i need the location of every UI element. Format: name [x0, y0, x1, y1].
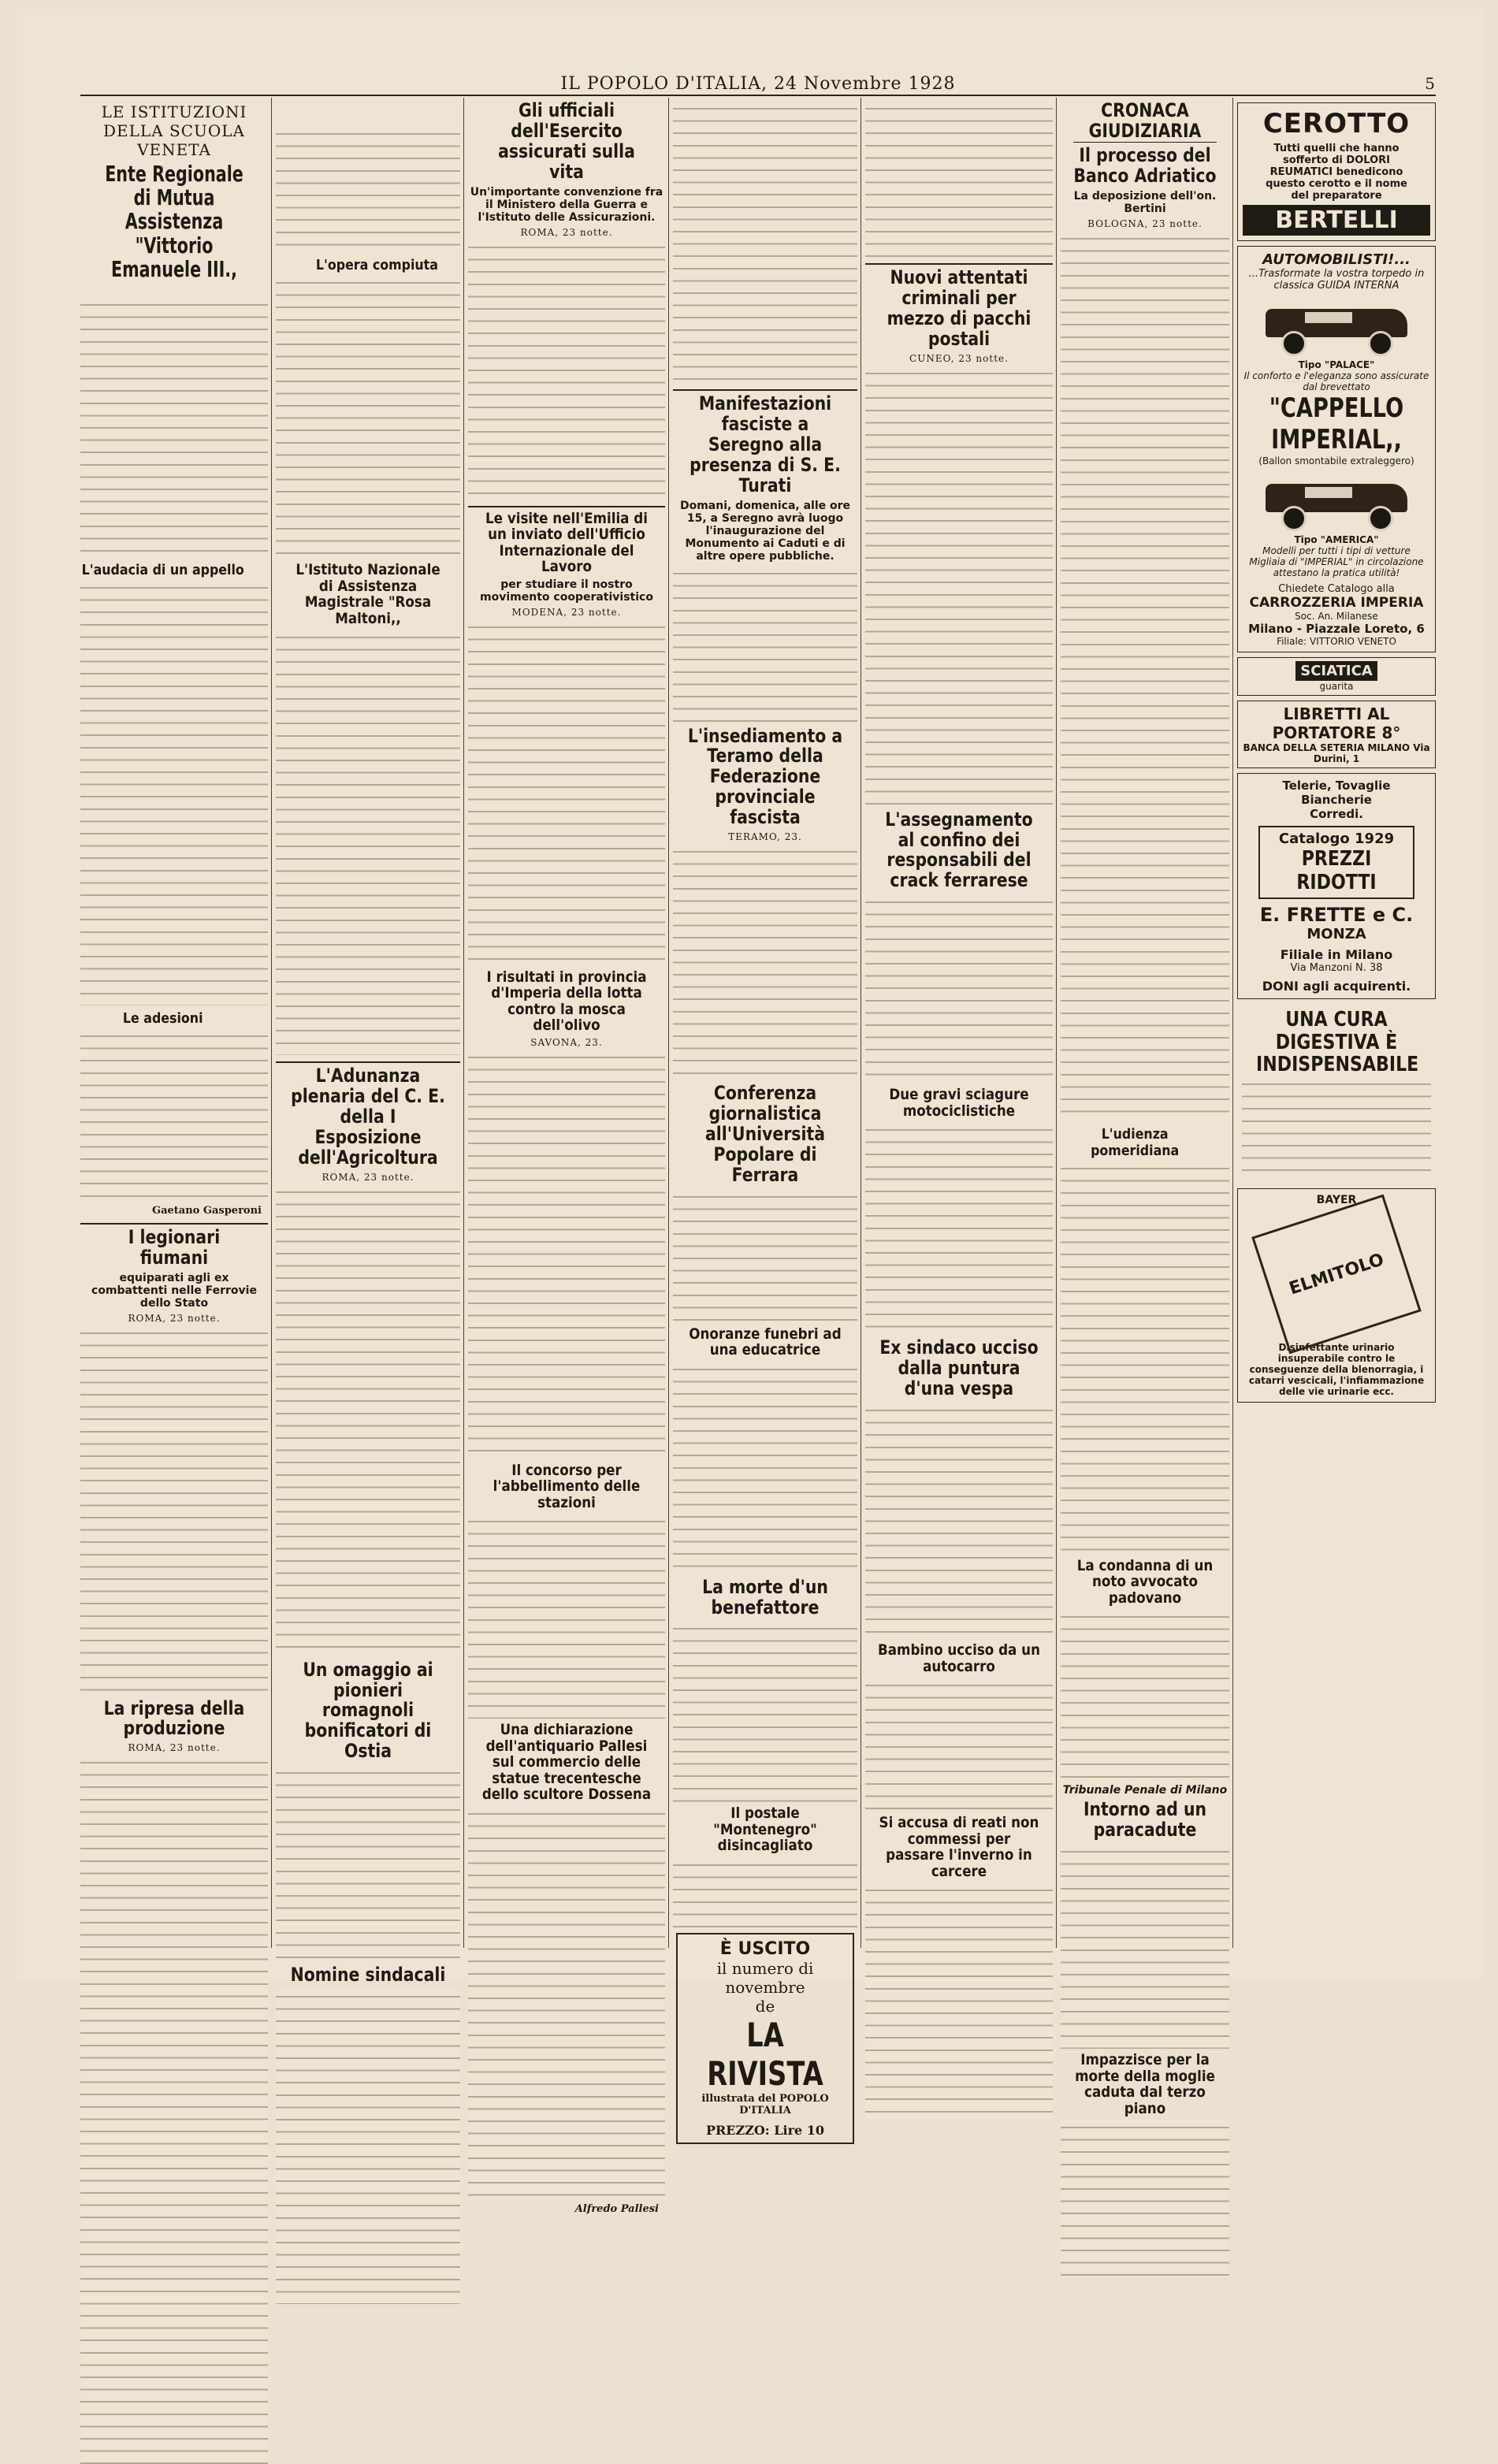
sciatica-text: guarita — [1319, 681, 1354, 692]
auto-line: ...Trasformate la vostra torpedo in classica GUIDA INTERNA — [1248, 268, 1425, 292]
subheadline: La deposizione dell'on. Bertini — [1073, 189, 1217, 215]
frette-city: MONZA — [1307, 926, 1366, 942]
headline: Un omaggio ai pionieri romagnoli bonificatori di Ostia — [303, 1658, 433, 1763]
auto-filiale: Filiale: VITTORIO VENETO — [1277, 636, 1396, 647]
elmitolo-ad — [1237, 1188, 1436, 1403]
rivista-line1: È USCITO — [719, 1938, 811, 1959]
divider — [468, 506, 665, 507]
frette-prezzi: PREZZI RIDOTTI — [1296, 847, 1377, 894]
text-block — [468, 1514, 665, 1719]
libretti-text: BANCA DELLA SETERIA MILANO Via Durini, 1 — [1243, 742, 1430, 764]
column-3 — [468, 98, 665, 2215]
auto-slogan: Il conforto e l'eleganza sono assicurate dal brevettato — [1243, 370, 1429, 392]
subheadline: Tribunale Penale di Milano — [1062, 1784, 1228, 1797]
text-block — [865, 1882, 1053, 2119]
column-rule — [1056, 98, 1057, 1948]
headline: Onoranze funebri ad una educatrice — [689, 1325, 842, 1359]
text-block — [1061, 1161, 1229, 1555]
text-block — [673, 1189, 857, 1323]
column-1 — [80, 98, 268, 1948]
car-illustration — [1258, 473, 1415, 528]
frette-ad — [1237, 773, 1436, 999]
dateline: CUNEO, 23 notte. — [909, 352, 1009, 364]
libretti-ad — [1237, 701, 1436, 768]
divider — [80, 1223, 268, 1225]
auto-brand: "CAPPELLO IMPERIAL,, — [1269, 392, 1404, 455]
text-block — [865, 101, 1053, 258]
divider — [276, 1061, 460, 1063]
headline: Ente Regionale di Mutua Assistenza "Vittorio Emanuele III., — [105, 161, 243, 282]
auto-tipo1: Tipo "PALACE" — [1298, 359, 1375, 370]
section-title: LE ISTITUZIONI DELLA SCUOLA VENETA — [101, 102, 247, 159]
text-block — [865, 366, 1053, 807]
text-block — [865, 1678, 1053, 1812]
elmitolo-text: Disinfettante urinario insuperabile contro le conseguenze della blenorragia, i catarri vescicali, l'infiammazione delle vie urinarie ecc. — [1248, 1341, 1425, 1397]
text-block — [1242, 1076, 1431, 1179]
libretti-title: LIBRETTI AL PORTATORE 8° — [1272, 704, 1401, 742]
headline: Il concorso per l'abbellimento delle stazioni — [493, 1461, 641, 1511]
cerotto-brand: BERTELLI — [1243, 205, 1430, 236]
newspaper-page — [17, 9, 1484, 2215]
rivista-line2: il numero di novembre — [716, 1958, 814, 1997]
cura-ad — [1237, 1004, 1436, 1184]
subheadline: Domani, domenica, alle ore 15, a Seregno avrà luogo l'inaugurazione del Monumento ai Caduti e di altre opere pubbliche. — [679, 499, 851, 563]
rivista-title: LA RIVISTA — [707, 2015, 823, 2093]
headline: Nuovi attentati criminali per mezzo di pacchi postali — [887, 266, 1032, 350]
sciatica-ad — [1237, 657, 1436, 696]
divider — [865, 263, 1053, 265]
subheading: L'udienza pomeridiana — [1091, 1125, 1180, 1159]
page-number: 5 — [1425, 74, 1436, 93]
headline: La ripresa della produzione — [103, 1697, 245, 1740]
section-title: CRONACA GIUDIZIARIA — [1073, 101, 1217, 143]
dateline: ROMA, 23 notte. — [128, 1742, 221, 1754]
sciatica-title: SCIATICA — [1295, 661, 1377, 681]
auto-cat: Chiedete Catalogo alla — [1278, 583, 1395, 595]
column-4 — [673, 98, 857, 2138]
text-block — [865, 1122, 1053, 1335]
column-rule — [271, 98, 272, 1948]
headline: Manifestazioni fasciste a Seregno alla presenza di S. E. Turati — [690, 392, 841, 496]
text-block — [468, 240, 665, 500]
text-block — [673, 1621, 857, 1802]
text-block — [865, 894, 1053, 1083]
auto-company: CARROZZERIA IMPERIA — [1249, 595, 1424, 611]
subheadline: Un'importante convenzione fra il Ministero della Guerra e l'Istituto delle Assicurazioni. — [470, 185, 664, 224]
headline: L'assegnamento al confino dei responsabili del crack ferrarese — [885, 808, 1033, 892]
subheadline: per studiare il nostro movimento cooperativistico — [480, 578, 653, 604]
column-rule — [1232, 98, 1233, 1948]
dateline: TERAMO, 23. — [728, 831, 802, 843]
text-block — [276, 630, 460, 1055]
car-illustration — [1258, 298, 1415, 353]
headline: La condanna di un noto avvocato padovano — [1076, 1556, 1214, 1607]
text-block — [1061, 1844, 1229, 2049]
column-6 — [1061, 98, 1229, 2117]
auto-company2: Soc. An. Milanese — [1295, 611, 1378, 622]
headline: L'insediamento a Teramo della Federazione provinciale fascista — [687, 724, 843, 829]
frette-via: Via Manzoni N. 38 — [1290, 962, 1383, 974]
text-block — [673, 1362, 857, 1574]
dateline: ROMA, 23 notte. — [520, 226, 613, 238]
signature: Alfredo Pallesi — [574, 2202, 659, 2215]
headline: Ex sindaco ucciso dalla puntura d'una vespa — [879, 1336, 1039, 1400]
headline: Due gravi sciagure motociclistiche — [889, 1086, 1029, 1120]
text-block — [865, 1403, 1053, 1639]
column-2 — [276, 98, 460, 1986]
text-block — [80, 1325, 268, 1696]
cerotto-ad — [1237, 102, 1436, 241]
subheading: L'audacia di un appello — [81, 561, 244, 578]
headline: I legionari fiumani — [128, 1225, 221, 1269]
frette-line1: Telerie, Tovaglie — [1282, 779, 1391, 793]
text-block — [468, 1806, 665, 2200]
text-block — [1061, 231, 1229, 1121]
divider — [673, 389, 857, 391]
headline: Una dichiarazione dell'antiquario Pallesi sul commercio delle statue trecentesche dello scultore Dossena — [481, 1721, 652, 1804]
auto-line2: Modelli per tutti i tipi di vetture — [1262, 545, 1411, 556]
text-block — [673, 101, 857, 385]
dateline: ROMA, 23 notte. — [128, 1312, 221, 1324]
bayer-logo: BAYER — [1316, 1193, 1357, 1206]
frette-catalog — [1258, 826, 1414, 899]
masthead-title: IL POPOLO D'ITALIA, 24 Novembre 1928 — [560, 74, 956, 94]
signature: Gaetano Gasperoni — [152, 1204, 262, 1217]
text-block — [276, 126, 460, 252]
dateline: BOLOGNA, 23 notte. — [1087, 217, 1202, 229]
column-5 — [865, 98, 1053, 1948]
text-block — [276, 1765, 460, 1962]
headline: Le visite nell'Emilia di un inviato dell'Ufficio Internazionale del Lavoro — [485, 509, 648, 576]
text-block — [468, 1050, 665, 1459]
headline: Nomine sindacali — [290, 1964, 446, 1986]
cerotto-text: Tutti quelli che hanno sofferto di DOLORI REUMATICI benedicono questo cerotto e il nome del preparatore — [1266, 143, 1407, 202]
text-block — [673, 1857, 857, 1928]
text-block — [80, 1028, 268, 1202]
elmitolo-name: ELMITOLO — [1286, 1249, 1387, 1299]
column-rule — [668, 98, 669, 1948]
text-block — [276, 1184, 460, 1657]
headline: Gli ufficiali dell'Esercito assicurati sulla vita — [498, 99, 635, 183]
headline: Il postale "Montenegro" disincagliato — [713, 1804, 817, 1855]
ads-column — [1237, 98, 1436, 1948]
headline: Impazzisce per la morte della moglie caduta dal terzo piano — [1075, 2050, 1215, 2117]
body-text — [80, 284, 268, 297]
headline: La morte d'un benefattore — [702, 1575, 828, 1619]
headline: I risultati in provincia d'Imperia della lotta contro la mosca dell'olivo — [486, 968, 647, 1035]
subheading: L'opera compiuta — [315, 257, 438, 273]
frette-brand: E. FRETTE e C. — [1259, 904, 1414, 926]
text-block — [673, 566, 857, 723]
dateline: MODENA, 23 notte. — [511, 606, 622, 618]
text-block — [276, 275, 460, 559]
text-block — [80, 580, 268, 1005]
frette-line2: Biancherie — [1301, 793, 1372, 807]
headline: Il processo del Banco Adriatico — [1073, 143, 1217, 187]
text-block — [673, 844, 857, 1080]
frette-cat: Catalogo 1929 — [1278, 831, 1395, 847]
auto-title: AUTOMOBILISTI!... — [1262, 251, 1411, 268]
rivista-ad — [676, 1933, 854, 2144]
headline: Bambino ucciso da un autocarro — [878, 1641, 1040, 1675]
headline: Conferenza giornalistica all'Università Popolare di Ferrara — [705, 1082, 825, 1186]
cura-title: UNA CURA DIGESTIVA È INDISPENSABILE — [1256, 1008, 1419, 1077]
imperia-ad — [1237, 246, 1436, 652]
text-block — [80, 297, 268, 557]
dateline: SAVONA, 23. — [530, 1036, 603, 1048]
dateline: ROMA, 23 notte. — [322, 1171, 414, 1183]
frette-line3: Corredi. — [1310, 807, 1363, 821]
subheading: Le adesioni — [122, 1009, 203, 1027]
cerotto-title: CEROTTO — [1262, 108, 1411, 139]
headline: L'Adunanza plenaria del C. E. della I Esposizione dell'Agricoltura — [291, 1065, 445, 1169]
text-block — [276, 1989, 460, 2304]
frette-doni: DONI agli acquirenti. — [1262, 979, 1411, 994]
headline: L'Istituto Nazionale di Assistenza Magistrale "Rosa Maltoni,, — [296, 561, 440, 627]
frette-filiale: Filiale in Milano — [1280, 947, 1393, 962]
headline: Intorno ad un paracadute — [1083, 1798, 1207, 1841]
elmitolo-box — [1251, 1194, 1422, 1354]
rivista-price: PREZZO: Lire 10 — [705, 2122, 825, 2138]
rivista-line4: illustrata del POPOLO D'ITALIA — [701, 2092, 829, 2117]
text-block — [1061, 1609, 1229, 1782]
subheadline: equiparati agli ex combattenti nelle Ferrovie dello Stato — [91, 1271, 257, 1310]
column-rule — [463, 98, 464, 1948]
auto-tipo2: Tipo "AMERICA" — [1294, 534, 1379, 545]
masthead — [80, 74, 1436, 96]
headline: Si accusa di reati non commessi per passare l'inverno in carcere — [879, 1814, 1039, 1880]
auto-note: (Ballon smontabile extraleggero) — [1258, 455, 1414, 466]
auto-line3: Migliaia di "IMPERIAL" in circolazione attestano la pratica utilità! — [1249, 556, 1424, 578]
text-block — [468, 619, 665, 966]
text-block — [1061, 2120, 1229, 2277]
rivista-line3: de — [755, 1996, 775, 2016]
text-block — [80, 1755, 268, 2464]
auto-address: Milano - Piazzale Loreto, 6 — [1248, 622, 1425, 636]
